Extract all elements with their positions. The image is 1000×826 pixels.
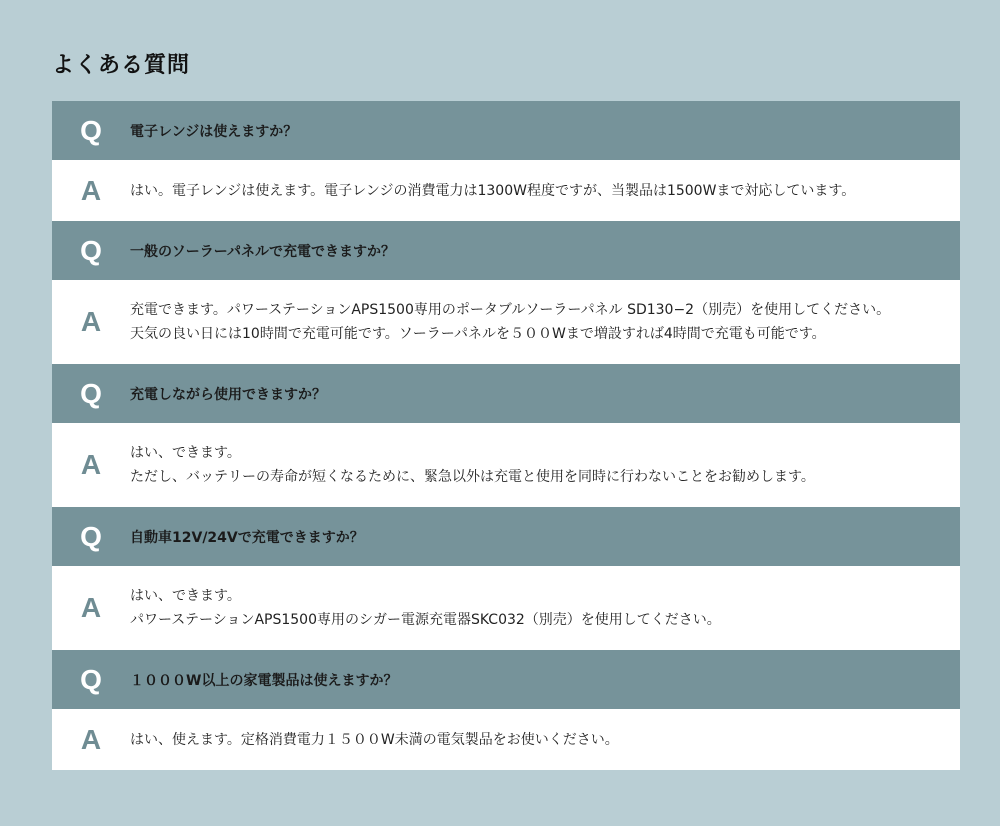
- question-text: 自動車12V/24Vで充電できますか？: [130, 529, 364, 546]
- answer-line: はい、できます。: [130, 588, 241, 604]
- question-text: 電子レンジは使えますか？: [130, 123, 298, 140]
- answer-line: はい、できます。: [130, 445, 241, 461]
- answer-line: はい。電子レンジは使えます。電子レンジの消費電力は1300W程度ですが、当製品は1500Wまで対応しています。: [130, 182, 856, 199]
- a-marker: A: [80, 174, 102, 206]
- question-text: １０００W以上の家電製品は使えますか？: [130, 672, 398, 689]
- q-marker: Q: [80, 234, 102, 266]
- page-title: よくある質問: [52, 53, 191, 78]
- q-marker: Q: [80, 663, 102, 695]
- faq-answer-row: [52, 160, 960, 221]
- faq-question-row[interactable]: [52, 507, 960, 566]
- answer-text: [130, 441, 815, 489]
- q-marker: Q: [80, 114, 102, 146]
- answer-line: パワーステーションAPS1500専用のシガー電源充電器SKC032（別売）を使用してください。: [130, 612, 721, 628]
- a-marker: A: [80, 592, 102, 623]
- faq-list: [52, 101, 960, 770]
- faq-question-row[interactable]: [52, 650, 960, 709]
- question-text: 充電しながら使用できますか？: [130, 386, 326, 403]
- faq-answer-row: [52, 566, 960, 650]
- faq-answer-row: [52, 423, 960, 507]
- answer-line: 充電できます。パワーステーションAPS1500専用のポータブルソーラーパネル SD130−2（別売）を使用してください。: [130, 302, 891, 318]
- answer-line: ただし、バッテリーの寿命が短くなるために、緊急以外は充電と使用を同時に行わないことをお勧めします。: [130, 469, 815, 485]
- answer-line: 天気の良い日には10時間で充電可能です。ソーラーパネルを５００Wまで増設すれば4時間で充電も可能です。: [130, 326, 826, 342]
- faq-question-row[interactable]: [52, 364, 960, 423]
- faq-answer-row: [52, 280, 960, 364]
- faq-question-row[interactable]: [52, 221, 960, 280]
- a-marker: A: [80, 449, 102, 480]
- faq-answer-row: [52, 709, 960, 770]
- question-text: 一般のソーラーパネルで充電できますか？: [130, 243, 396, 260]
- faq-question-row[interactable]: [52, 101, 960, 160]
- answer-text: [130, 728, 619, 752]
- q-marker: Q: [80, 520, 102, 552]
- a-marker: A: [80, 723, 102, 755]
- answer-text: [130, 584, 721, 632]
- answer-text: [130, 179, 855, 203]
- answer-text: [130, 298, 890, 346]
- q-marker: Q: [80, 377, 102, 409]
- a-marker: A: [80, 306, 102, 337]
- answer-line: はい、使えます。定格消費電力１５００W未満の電気製品をお使いください。: [130, 731, 619, 748]
